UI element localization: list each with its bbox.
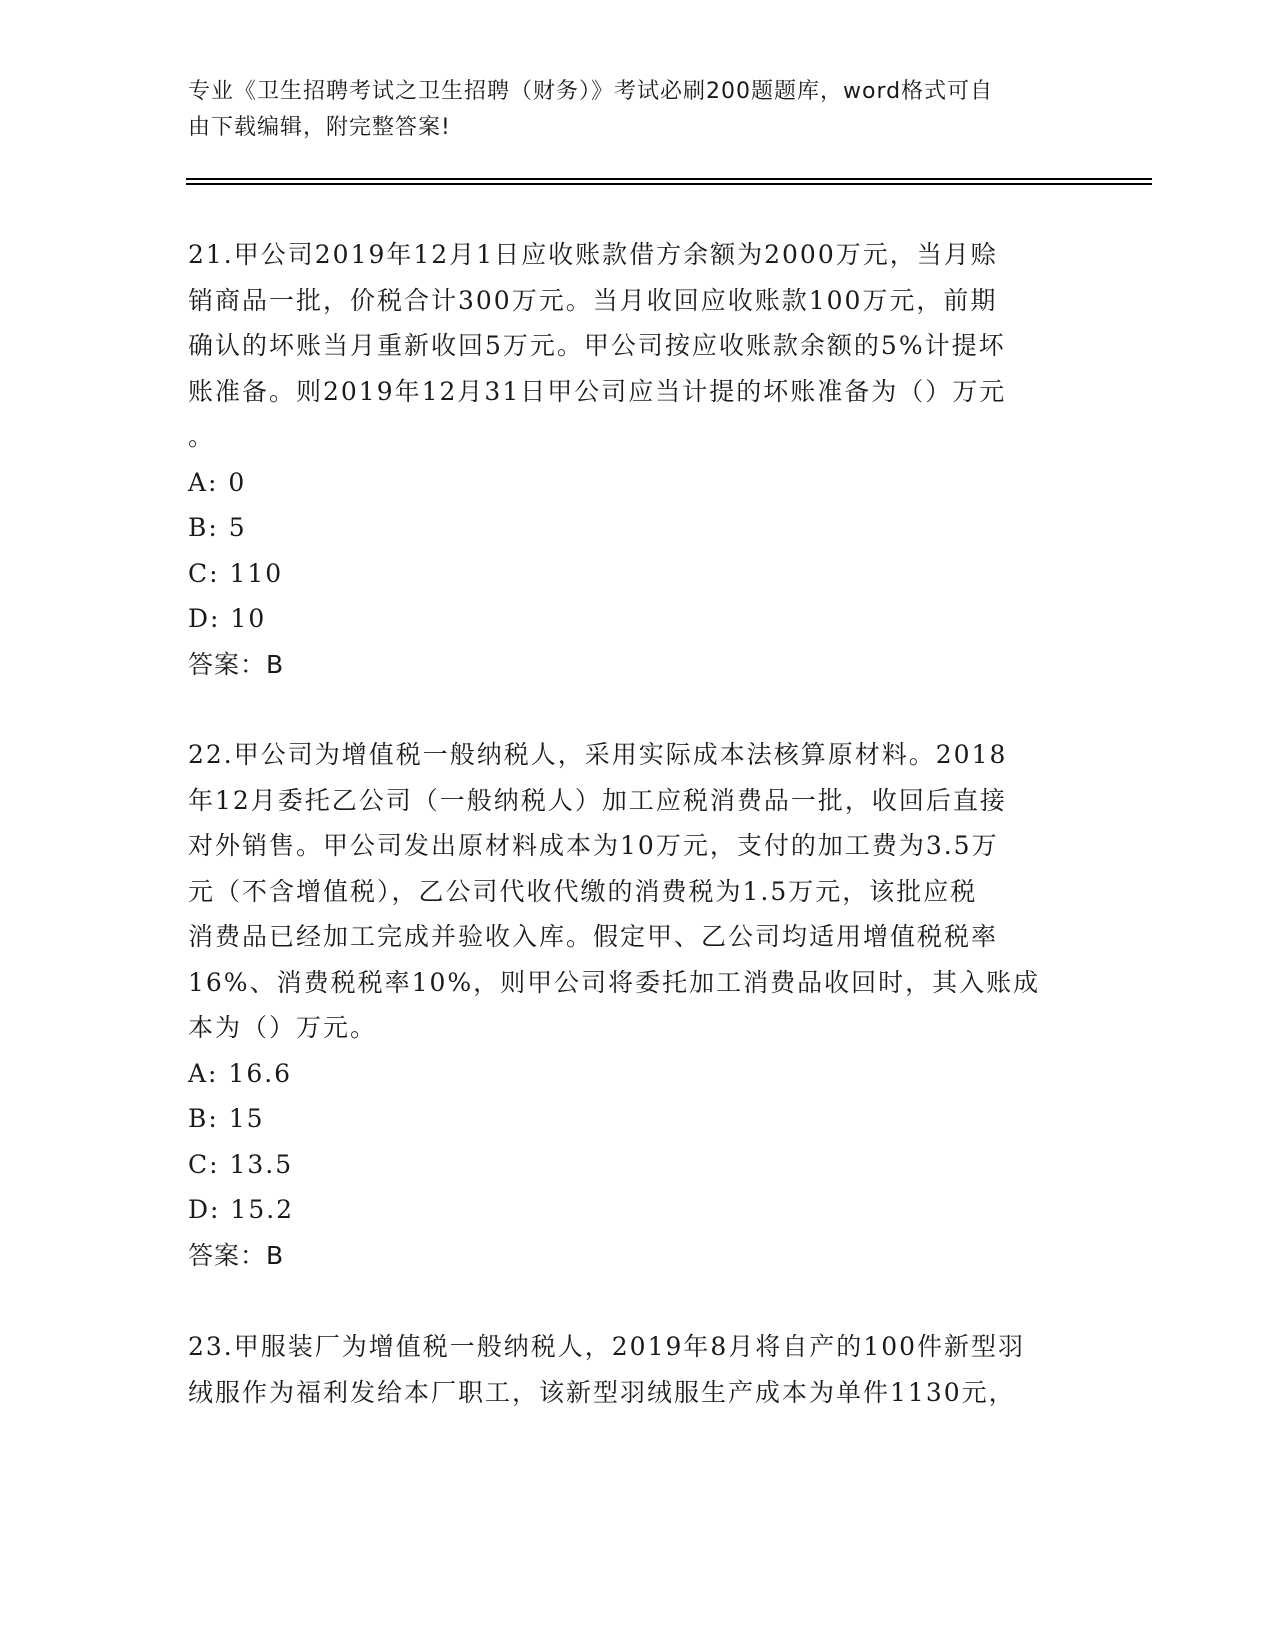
question-line: 21.甲公司2019年12月1日应收账款借方余额为2000万元，当月赊 xyxy=(188,240,998,269)
header-divider-bottom xyxy=(186,183,1152,185)
question-line: 本为（）万元。 xyxy=(188,1013,378,1042)
question-line: 23.甲服装厂为增值税一般纳税人，2019年8月将自产的100件新型羽 xyxy=(188,1332,1026,1361)
question-line: 消费品已经加工完成并验收入库。假定甲、乙公司均适用增值税税率 xyxy=(188,922,999,951)
question-line: 销商品一批，价税合计300万元。当月收回应收账款100万元，前期 xyxy=(188,285,998,315)
option-d: D: 10 xyxy=(188,604,267,633)
option-b: B: 15 xyxy=(188,1104,265,1133)
question-21 xyxy=(188,232,1088,687)
header-line-1: 专业《卫生招聘考试之卫生招聘（财务）》考试必刷200题题库，word格式可自 xyxy=(188,79,994,104)
answer-line: 答案：B xyxy=(188,1240,285,1270)
question-line: 16%、消费税税率10%，则甲公司将委托加工消费品收回时，其入账成 xyxy=(188,967,1041,997)
option-c: C: 110 xyxy=(188,558,284,588)
option-b: B: 5 xyxy=(188,513,247,542)
header-line-2: 由下载编辑，附完整答案! xyxy=(188,115,451,140)
option-c: C: 13.5 xyxy=(188,1149,294,1179)
question-line: 账准备。则2019年12月31日甲公司应当计提的坏账准备为（）万元 xyxy=(188,376,1007,406)
answer-line: 答案：B xyxy=(188,649,285,679)
option-a: A: 16.6 xyxy=(188,1058,293,1088)
question-line: 年12月委托乙公司（一般纳税人）加工应税消费品一批，收回后直接 xyxy=(188,785,1007,815)
question-line: 22.甲公司为增值税一般纳税人，采用实际成本法核算原材料。2018 xyxy=(188,740,1008,769)
question-22 xyxy=(188,732,1088,1278)
question-line: 确认的坏账当月重新收回5万元。甲公司按应收账款余额的5%计提坏 xyxy=(188,331,1006,360)
question-line: 绒服作为福利发给本厂职工，该新型羽绒服生产成本为单件1130元， xyxy=(188,1377,1016,1407)
question-line: 。 xyxy=(188,422,216,451)
question-line: 对外销售。甲公司发出原材料成本为10万元，支付的加工费为3.5万 xyxy=(188,831,999,860)
option-d: D: 15.2 xyxy=(188,1195,295,1224)
document-header xyxy=(188,74,1068,146)
option-a: A: 0 xyxy=(188,467,247,497)
header-divider-top xyxy=(186,178,1152,180)
question-line: 元（不含增值税），乙公司代收代缴的消费税为1.5万元，该批应税 xyxy=(188,876,978,906)
question-23 xyxy=(188,1324,1088,1415)
